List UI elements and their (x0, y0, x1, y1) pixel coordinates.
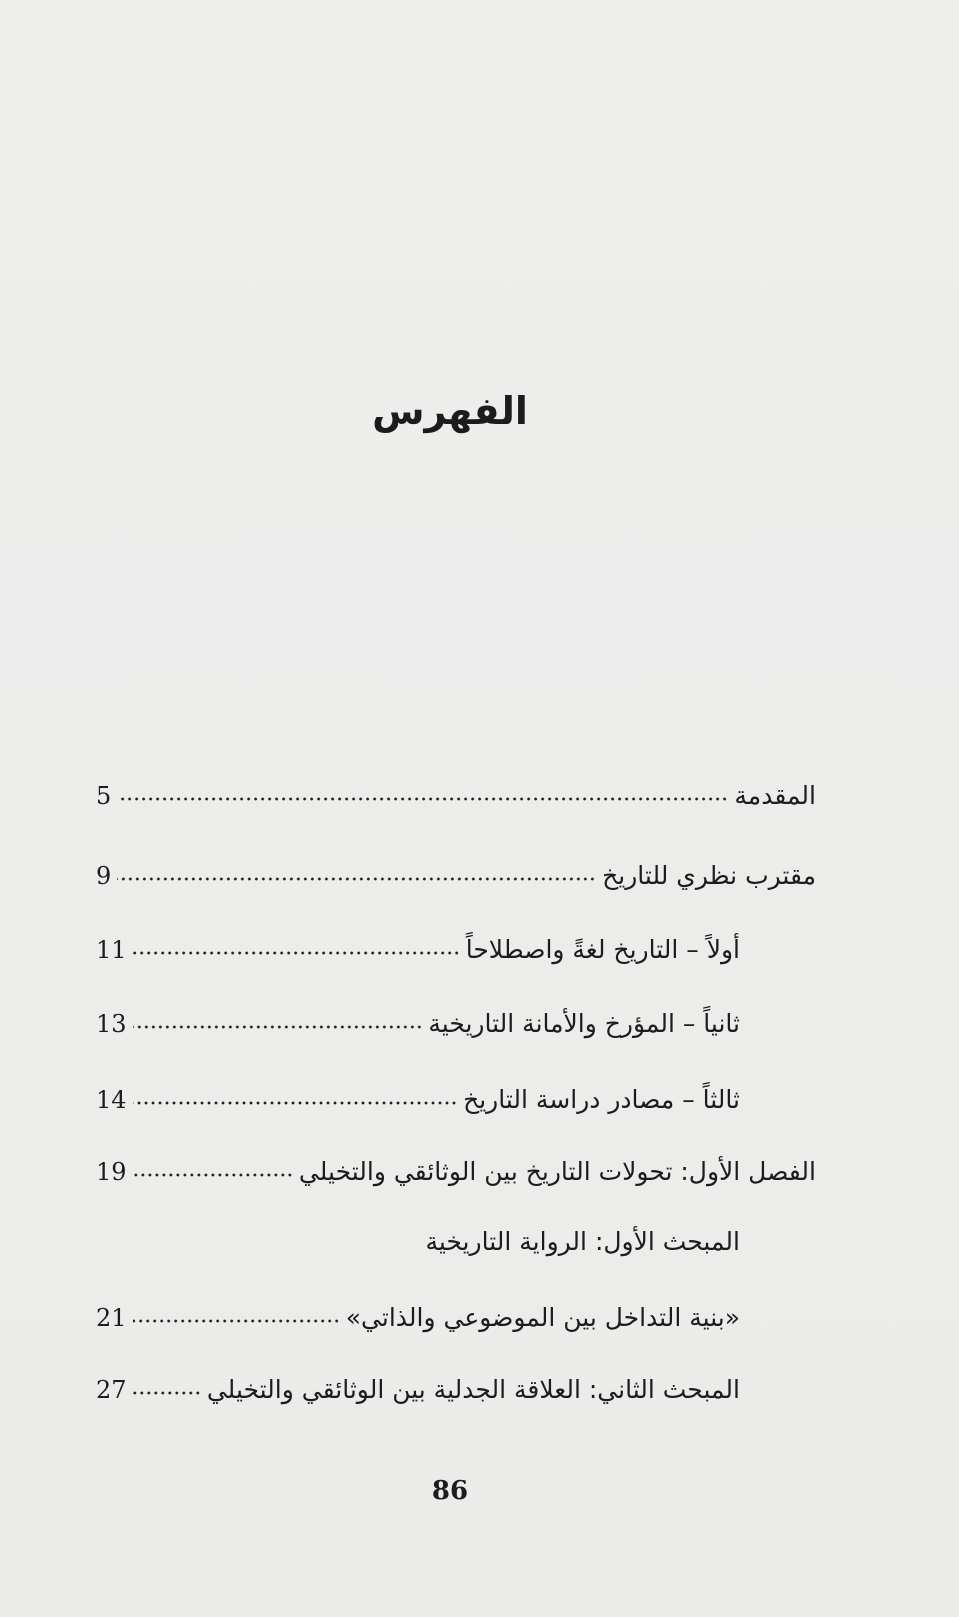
toc-entry-page-number: 21 (96, 1304, 127, 1332)
toc-entry-title: المبحث الثاني: العلاقة الجدلية بين الوثائقي والتخيلي (206, 1375, 740, 1404)
page-title: الفهرس (372, 389, 528, 433)
toc-entry-page-number: 11 (96, 936, 127, 964)
toc-entry-second-section (96, 996, 740, 1036)
toc-entry-title: المقدمة (734, 781, 816, 810)
dot-leader (117, 794, 728, 804)
toc-entry-page-number: 14 (96, 1086, 127, 1114)
toc-entry-title: «بنية التداخل بين الموضوعي والذاتي» (345, 1303, 740, 1332)
toc-entry-introduction (96, 768, 816, 808)
toc-entry-first-topic (96, 1214, 740, 1254)
toc-entry-chapter-one (96, 1144, 816, 1184)
toc-entry-title: مقترب نظري للتاريخ (602, 861, 816, 890)
dot-leader (117, 874, 596, 884)
table-of-contents (0, 768, 959, 1448)
toc-entry-title: الفصل الأول: تحولات التاريخ بين الوثائقي والتخيلي (298, 1157, 816, 1186)
toc-entry-page-number: 5 (96, 782, 112, 810)
dot-leader (133, 948, 460, 958)
toc-entry-third-section (96, 1072, 740, 1112)
toc-entry-second-topic (96, 1362, 740, 1402)
dot-leader (133, 1170, 293, 1180)
page-number: 86 (431, 1476, 469, 1506)
toc-entry-first-topic-subtitle (96, 1290, 740, 1330)
dot-leader (133, 1098, 458, 1108)
toc-entry-page-number: 9 (96, 862, 112, 890)
toc-entry-page-number: 13 (96, 1010, 127, 1038)
toc-entry-title: أولاً – التاريخ لغةً واصطلاحاً (465, 935, 740, 964)
toc-entry-title: المبحث الأول: الرواية التاريخية (425, 1227, 740, 1256)
toc-entry-title: ثانياً – المؤرخ والأمانة التاريخية (428, 1009, 740, 1038)
toc-entry-first-section (96, 922, 740, 962)
dot-leader (133, 1022, 423, 1032)
toc-entry-title: ثالثاً – مصادر دراسة التاريخ (463, 1085, 740, 1114)
dot-leader (133, 1316, 340, 1326)
toc-entry-theoretical-approach (96, 848, 816, 888)
dot-leader (133, 1388, 201, 1398)
toc-entry-page-number: 27 (96, 1376, 127, 1404)
toc-entry-page-number: 19 (96, 1158, 127, 1186)
